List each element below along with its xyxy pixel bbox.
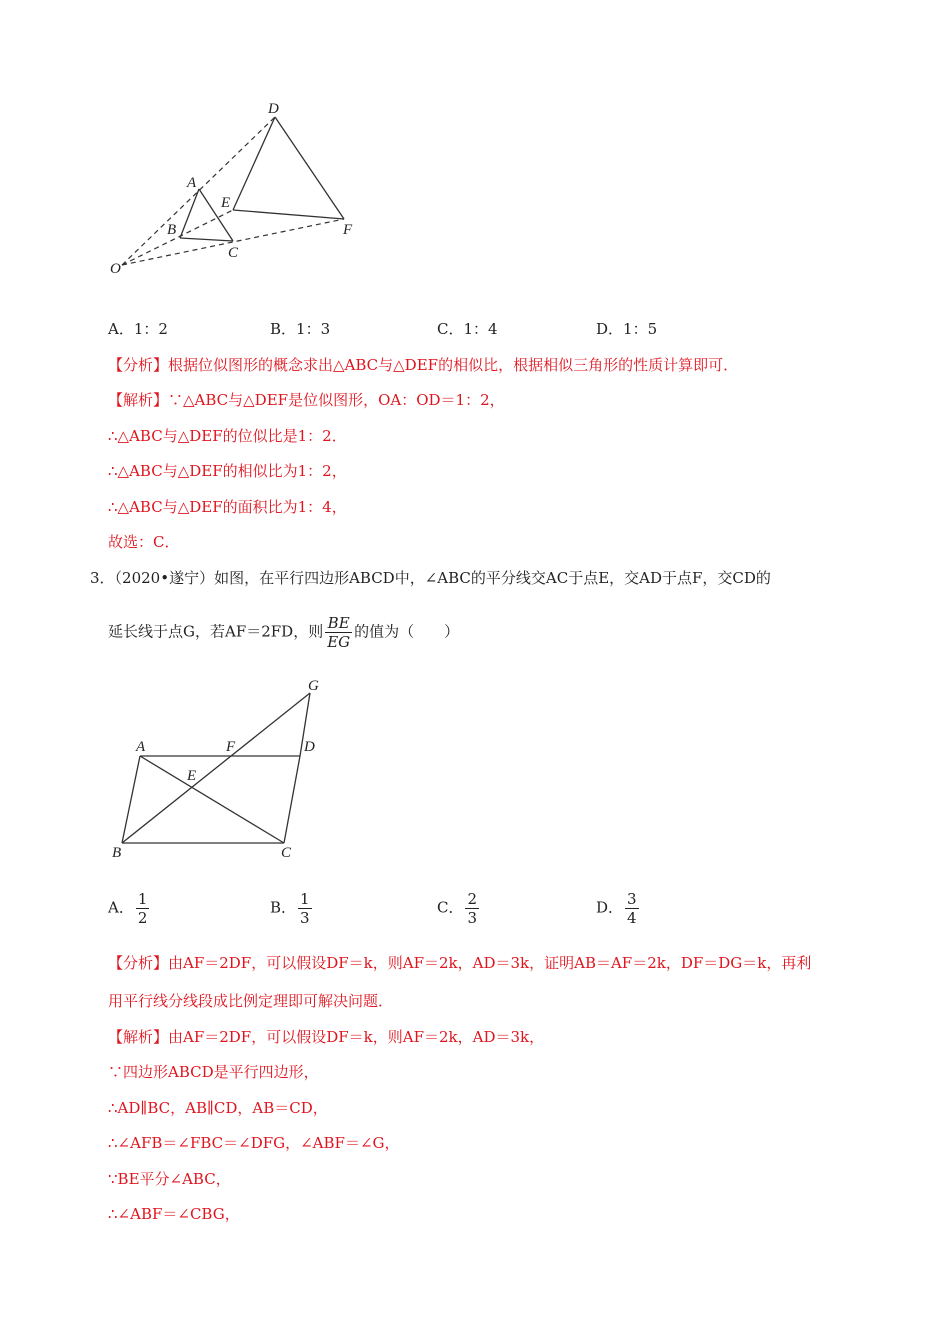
q3-stem-after: 的值为（ ） [354, 622, 460, 641]
q3-option-D[interactable]: D． $\frac{3}{4}$ [596, 890, 637, 927]
option-B[interactable]: B．1：3 [270, 320, 331, 338]
q3-analysis-line-2: 用平行线分线段成比例定理即可解决问题． [108, 992, 394, 1010]
segment-DE [233, 117, 275, 210]
label-F: F [343, 222, 353, 238]
figure-homothety [100, 95, 370, 285]
segment-DC [284, 756, 300, 843]
label-B: B [167, 222, 177, 238]
label-F: F [226, 739, 236, 755]
q2-solution-line-1: 【解析】∵△ABC与△DEF是位似图形，OA：OD＝1：2， [108, 391, 505, 409]
q2-solution-line-4: ∴△ABC与△DEF的面积比为1：4， [108, 498, 347, 516]
q3-solution-line-1: 【解析】由AF＝2DF，可以假设DF＝k，则AF＝2k，AD＝3k， [108, 1028, 545, 1046]
label-O: O [110, 261, 121, 277]
label-B: B [112, 845, 122, 861]
label-D: D [268, 101, 279, 117]
option-D[interactable]: D．1：5 [596, 320, 658, 338]
label-A: A [136, 739, 146, 755]
q3-option-C[interactable]: C． $\frac{2}{3}$ [437, 890, 478, 927]
q3-stem-line-2 [108, 614, 459, 651]
label-E: E [187, 768, 197, 784]
q3-option-A[interactable]: A． $\frac{1}{2}$ [108, 890, 148, 927]
label-D: D [304, 739, 315, 755]
segment-BG [122, 693, 310, 843]
q3-analysis-line-1: 【分析】由AF＝2DF，可以假设DF＝k，则AF＝2k，AD＝3k，证明AB＝AF＝2k，DF＝DG＝k，再利 [108, 954, 812, 972]
q2-analysis: 【分析】根据位似图形的概念求出△ABC与△DEF的相似比，根据相似三角形的性质计算即可． [108, 356, 739, 374]
q3-solution-line-2: ∵四边形ABCD是平行四边形， [108, 1063, 319, 1081]
label-C: C [228, 245, 239, 261]
q3-solution-line-4: ∴∠AFB＝∠FBC＝∠DFG，∠ABF＝∠G， [108, 1134, 400, 1152]
label-E: E [221, 195, 231, 211]
label-C: C [281, 845, 292, 861]
q2-solution-line-5: 故选：C． [108, 533, 180, 551]
q2-solution-line-3: ∴△ABC与△DEF的相似比为1：2， [108, 462, 347, 480]
segment-DF [275, 117, 344, 219]
figure-parallelogram [100, 672, 340, 867]
option-A[interactable]: A．1：2 [108, 320, 168, 338]
q3-stem-before: 延长线于点G，若AF＝2FD，则 [108, 622, 324, 641]
q3-solution-line-3: ∴AD∥BC，AB∥CD，AB＝CD， [108, 1099, 328, 1117]
q3-option-B[interactable]: B． $\frac{1}{3}$ [270, 890, 310, 927]
q3-fraction-BE-EG: $\frac{BE}{EG}$ [327, 614, 351, 651]
segment-AB [122, 756, 140, 843]
q3-solution-line-6: ∴∠ABF＝∠CBG， [108, 1205, 240, 1223]
segment-AC [140, 756, 284, 843]
option-C[interactable]: C．1：4 [437, 320, 498, 338]
segment-EF [233, 210, 344, 219]
segment-AB [180, 189, 199, 238]
q2-solution-line-2: ∴△ABC与△DEF的位似比是1：2． [108, 427, 347, 445]
segment-BC [180, 238, 233, 241]
q3-solution-line-5: ∵BE平分∠ABC， [108, 1170, 231, 1188]
dashed-OE [122, 210, 233, 265]
label-A: A [187, 175, 197, 191]
label-G: G [308, 678, 319, 694]
q3-stem-line-1: 3．（2020•遂宁）如图，在平行四边形ABCD中，∠ABC的平分线交AC于点E，交AD于点F，交CD的 [90, 569, 771, 587]
